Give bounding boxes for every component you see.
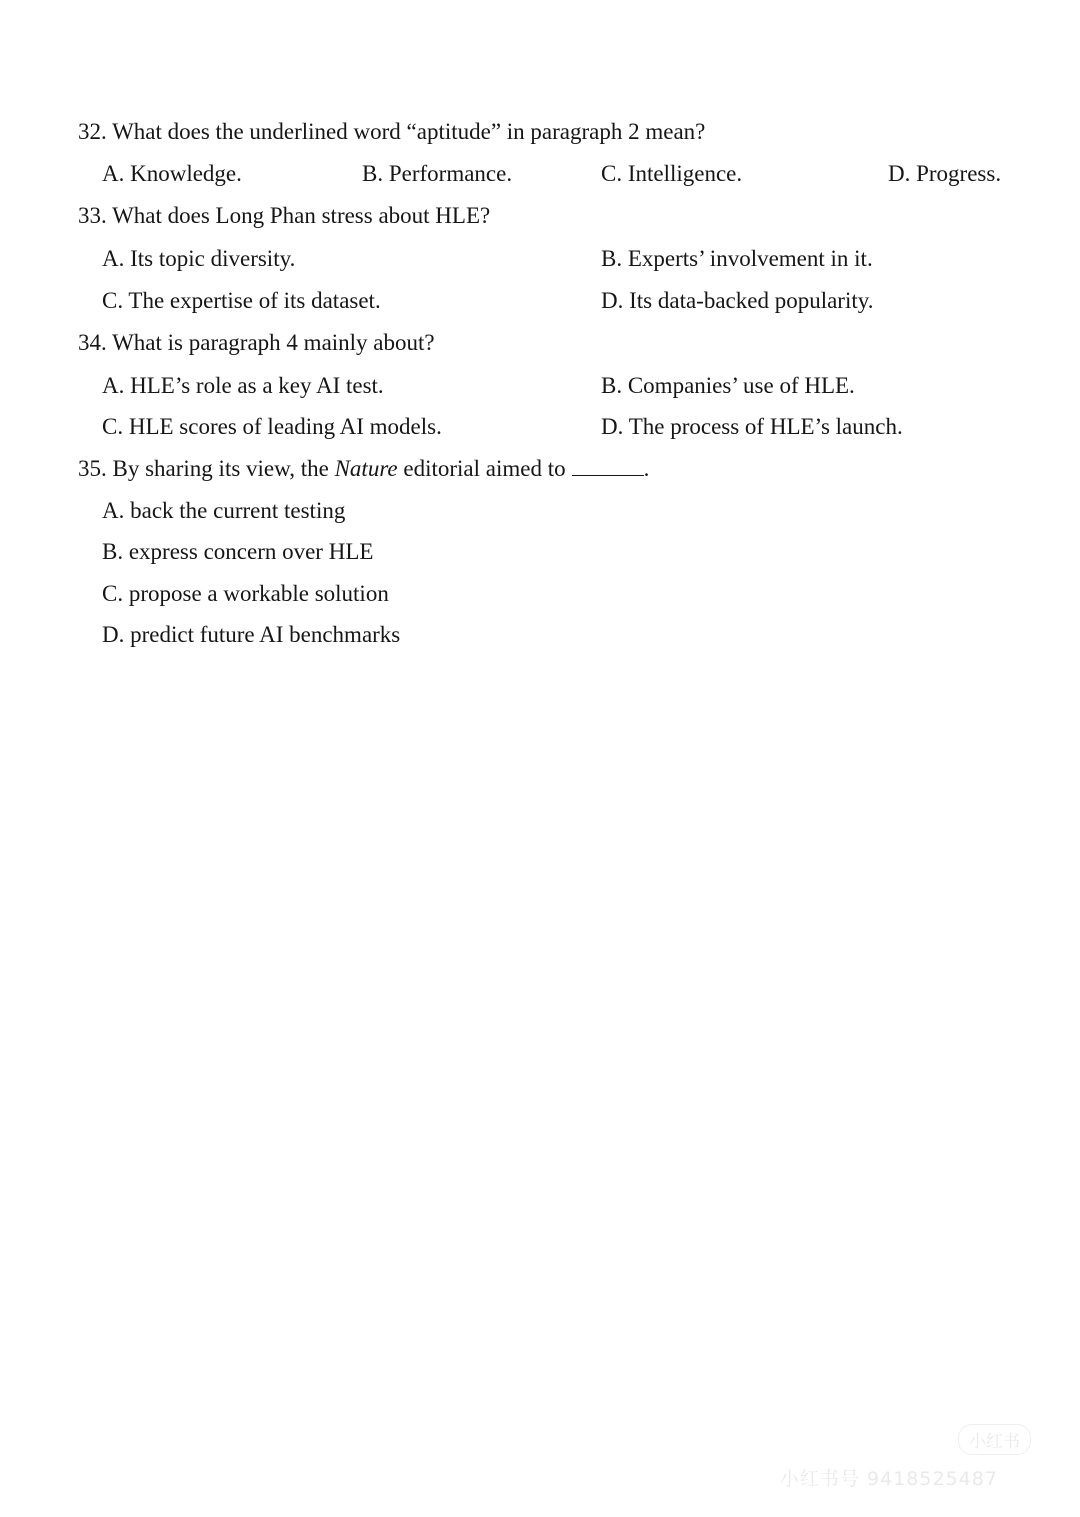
question-35-stem: [78, 455, 649, 483]
question-33-option-d: D. Its data-backed popularity.: [601, 288, 874, 313]
answer-blank: [572, 455, 644, 476]
watermark-logo: 小红书: [958, 1424, 1031, 1455]
question-34-option-d: D. The process of HLE’s launch.: [601, 414, 903, 439]
question-35-option-d: D. predict future AI benchmarks: [102, 622, 401, 647]
question-34-stem: 34. What is paragraph 4 mainly about?: [78, 330, 435, 355]
question-34-option-c: C. HLE scores of leading AI models.: [102, 414, 442, 439]
question-34-option-b: B. Companies’ use of HLE.: [601, 373, 855, 398]
question-35-stem-end: .: [643, 456, 650, 481]
question-32-option-b: B. Performance.: [362, 161, 513, 186]
question-33-stem: 33. What does Long Phan stress about HLE?: [78, 203, 491, 228]
watermark-id: 小红书号 9418525487: [780, 1468, 998, 1490]
question-35-option-b: B. express concern over HLE: [102, 539, 374, 564]
question-33-option-c: C. The expertise of its dataset.: [102, 288, 381, 313]
question-35-stem-before: 35. By sharing its view, the: [78, 456, 335, 481]
question-32-option-c: C. Intelligence.: [601, 161, 743, 186]
question-35-option-a: A. back the current testing: [102, 498, 346, 523]
question-35-option-c: C. propose a workable solution: [102, 581, 389, 606]
question-35-stem-after: editorial aimed to: [397, 456, 566, 481]
question-35-stem-italic: Nature: [334, 456, 398, 481]
question-32-stem: 32. What does the underlined word “aptitude” in paragraph 2 mean?: [78, 119, 706, 144]
question-33-option-a: A. Its topic diversity.: [102, 246, 296, 271]
question-33-option-b: B. Experts’ involvement in it.: [601, 246, 873, 271]
watermark: [780, 1420, 1060, 1500]
question-34-option-a: A. HLE’s role as a key AI test.: [102, 373, 384, 398]
question-32-option-d: D. Progress.: [888, 161, 1002, 186]
question-32-option-a: A. Knowledge.: [102, 161, 242, 186]
